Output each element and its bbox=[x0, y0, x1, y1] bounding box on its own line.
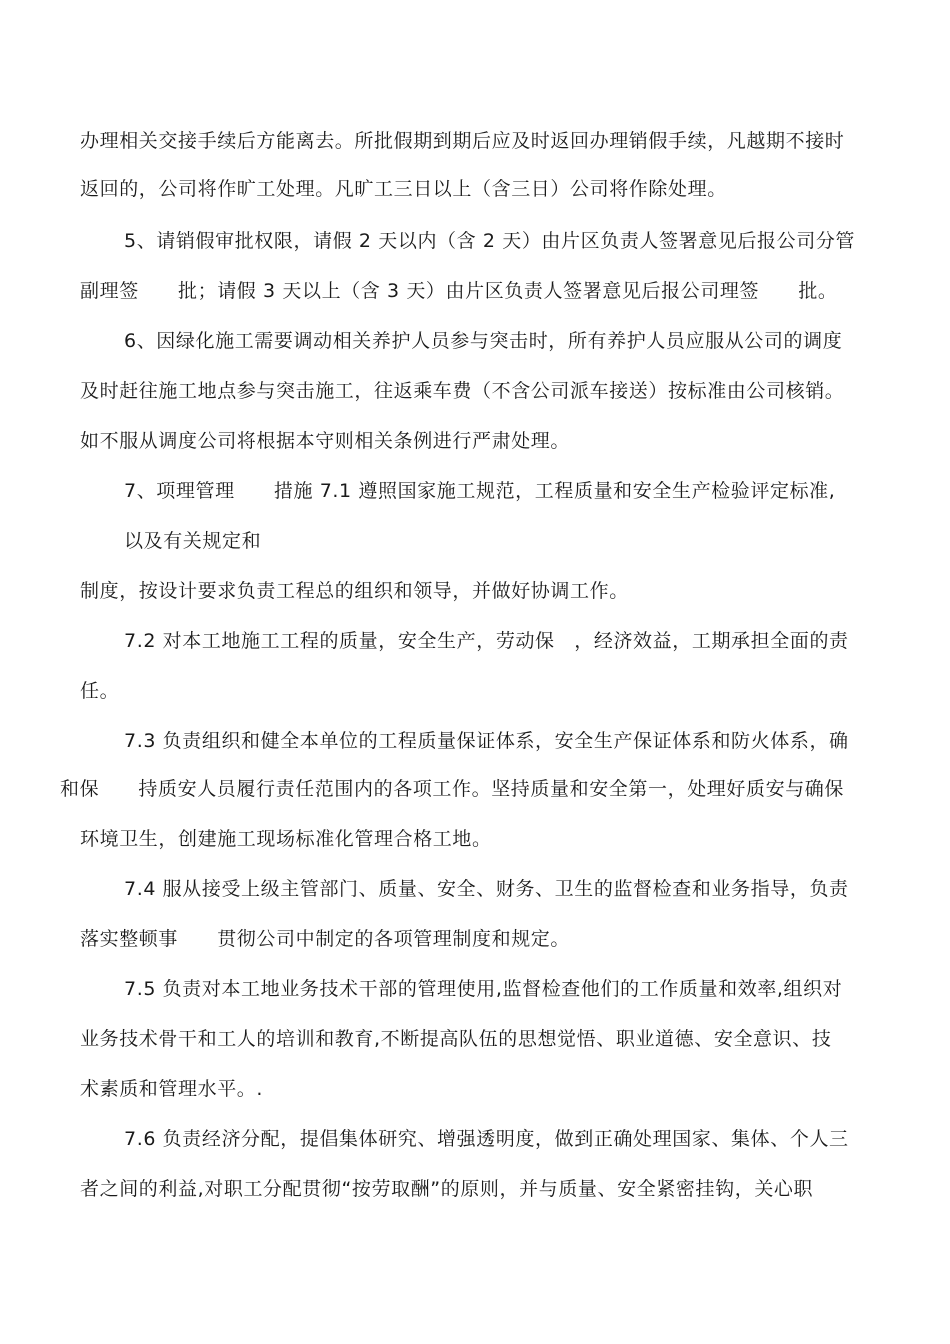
text-line: 者之间的利益,对职工分配贯彻“按劳取酬”的原则，并与质量、安全紧密挂钩，关心职 bbox=[80, 1178, 814, 1200]
text-line: 如不服从调度公司将根据本守则相关条例进行严肃处理。 bbox=[80, 430, 571, 452]
text-line: 5、请销假审批权限，请假 2 天以内（含 2 天）由片区负责人签署意见后报公司分管 bbox=[124, 230, 856, 252]
text-line: 及时赶往施工地点参与突击施工，往返乘车费（不含公司派车接送）按标准由公司核销。 bbox=[80, 380, 845, 402]
text-line: 制度，按设计要求负责工程总的组织和领导，并做好协调工作。 bbox=[80, 580, 629, 602]
text-line: 以及有关规定和 bbox=[124, 530, 262, 552]
text-line: 返回的，公司将作旷工处理。凡旷工三日以上（含三日）公司将作除处理。 bbox=[80, 178, 727, 200]
text-line: 7、项理管理 措施 7.1 遵照国家施工规范，工程质量和安全生产检验评定标准, bbox=[124, 480, 836, 502]
text-line: 术素质和管理水平。. bbox=[80, 1078, 264, 1100]
text-line: 环境卫生，创建施工现场标准化管理合格工地。 bbox=[80, 828, 492, 850]
text-line: 办理相关交接手续后方能离去。所批假期到期后应及时返回办理销假手续，凡越期不接时 bbox=[80, 130, 845, 152]
text-line: 7.5 负责对本工地业务技术干部的管理使用,监督检查他们的工作质量和效率,组织对 bbox=[124, 978, 843, 1000]
text-line: 7.4 服从接受上级主管部门、质量、安全、财务、卫生的监督检查和业务指导，负责 bbox=[124, 878, 849, 900]
text-line: 7.6 负责经济分配，提倡集体研究、增强透明度，做到正确处理国家、集体、个人三 bbox=[124, 1128, 849, 1150]
text-line: 落实整顿事 贯彻公司中制定的各项管理制度和规定。 bbox=[80, 928, 571, 950]
text-line: 业务技术骨干和工人的培训和教育,不断提高队伍的思想觉悟、职业道德、安全意识、技 bbox=[80, 1028, 832, 1050]
text-line: 副理签 批；请假 3 天以上（含 3 天）由片区负责人签署意见后报公司理签 批。 bbox=[80, 280, 838, 302]
text-line: 6、因绿化施工需要调动相关养护人员参与突击时，所有养护人员应服从公司的调度 bbox=[124, 330, 843, 352]
text-line: 7.3 负责组织和健全本单位的工程质量保证体系，安全生产保证体系和防火体系，确 bbox=[124, 730, 849, 752]
text-line: 和保 持质安人员履行责任范围内的各项工作。坚持质量和安全第一，处理好质安与确保 bbox=[60, 778, 845, 800]
text-line: 任。 bbox=[80, 680, 120, 702]
text-line: 7.2 对本工地施工工程的质量，安全生产，劳动保 ，经济效益，工期承担全面的责 bbox=[124, 630, 849, 652]
